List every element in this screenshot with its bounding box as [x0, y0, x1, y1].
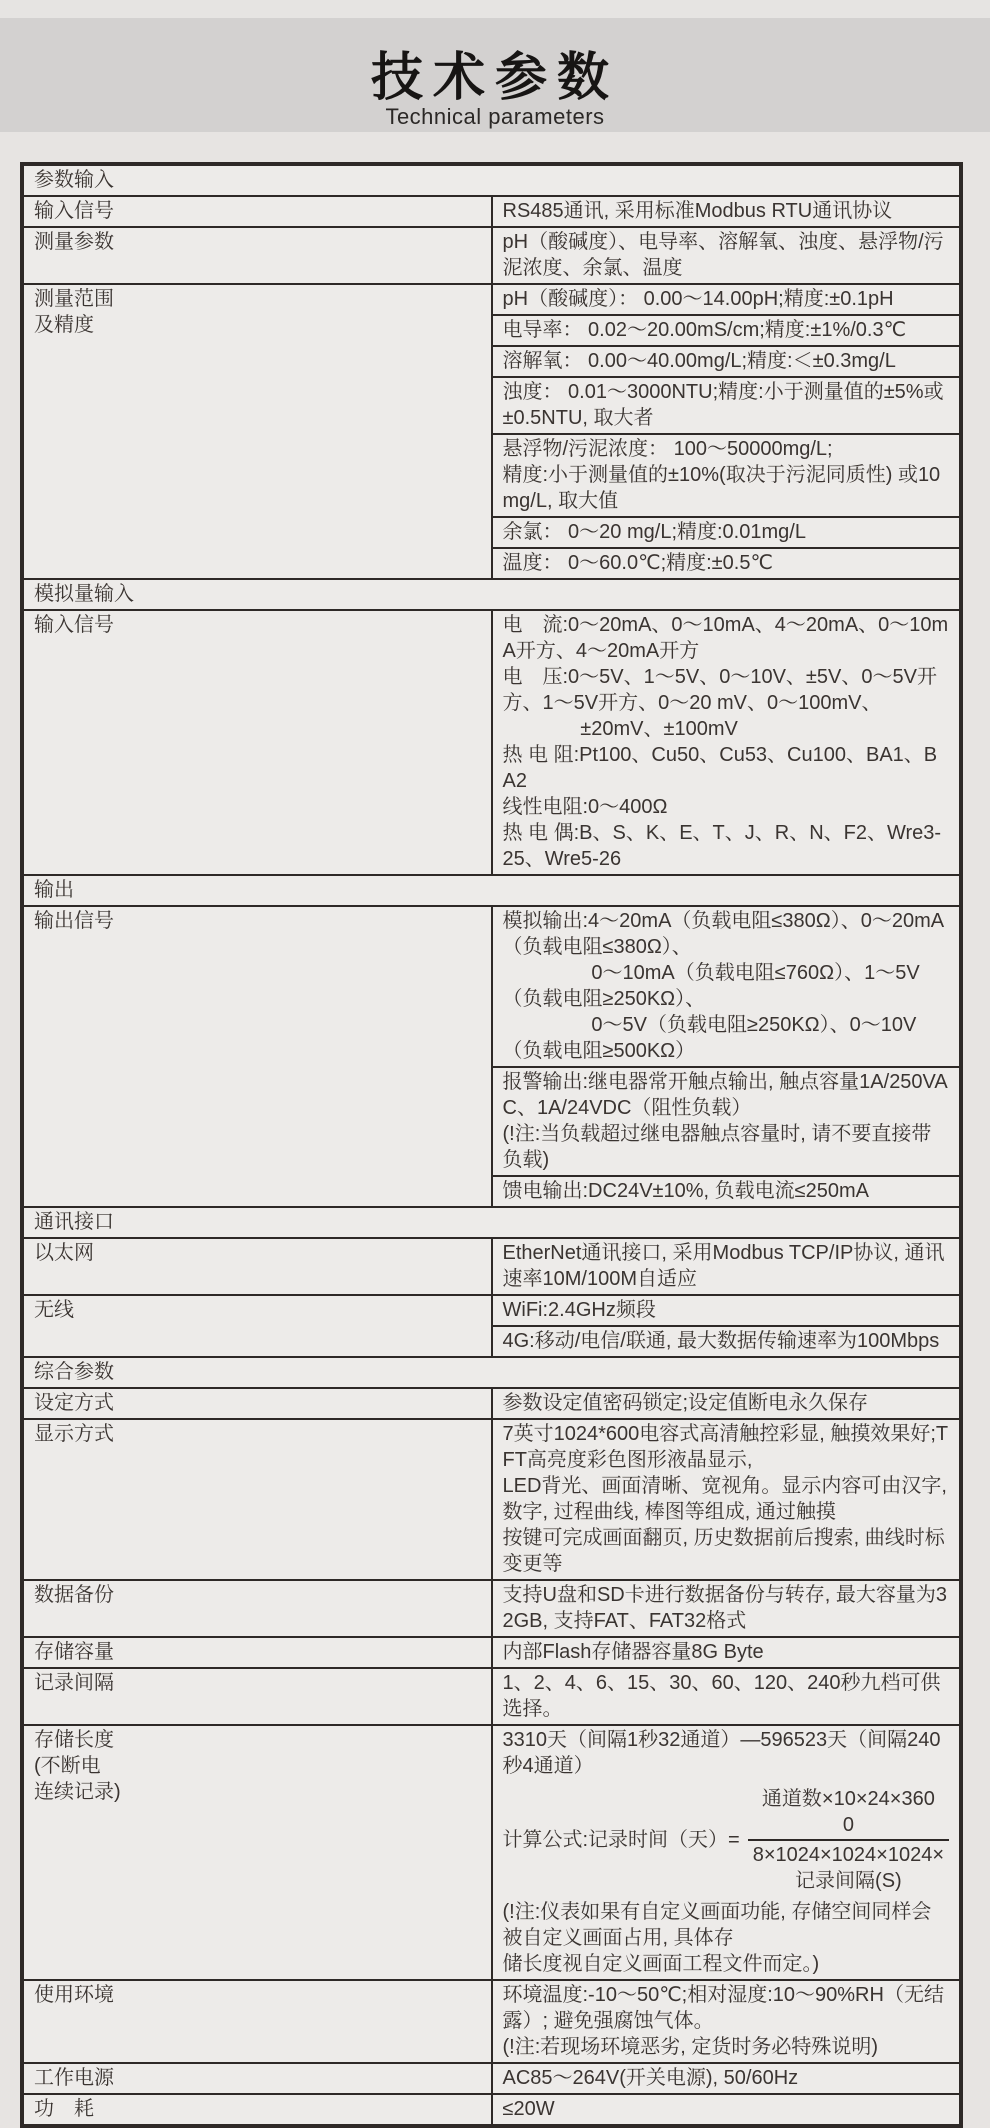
- spec-value-cell: [492, 1668, 962, 1725]
- text-line: 悬浮物/污泥浓度： 100～50000mg/L;: [502, 438, 833, 460]
- section-row: [22, 875, 961, 906]
- label-line: 存储长度: [34, 1729, 114, 1751]
- spec-label-cell: [22, 227, 492, 284]
- text-line: 0～10mA（负载电阻≤760Ω）、1～5V（负载电阻≥250KΩ）、: [502, 962, 920, 1010]
- text-line: 余氯： 0～20 mg/L;精度:0.01mg/L: [502, 521, 806, 543]
- spec-value-cell: [492, 346, 962, 377]
- spec-value-cell: [492, 1238, 962, 1295]
- text-line: 7英寸1024*600电容式高清触控彩显, 触摸效果好;TFT高亮度彩色图形液晶显示,: [502, 1423, 949, 1471]
- spec-label-cell: [22, 1980, 492, 2063]
- text-line: 报警输出:继电器常开触点输出, 触点容量1A/250VAC、1A/24VDC（阻性负载）: [502, 1071, 948, 1119]
- text-line: 模拟输出:4～20mA（负载电阻≤380Ω）、0～20mA（负载电阻≤380Ω）、: [502, 910, 945, 958]
- text-line: 溶解氧： 0.00～40.00mg/L;精度:＜±0.3mg/L: [502, 350, 896, 372]
- text-line: RS485通讯, 采用标准Modbus RTU通讯协议: [502, 200, 893, 222]
- text-line: 热 电 阻:Pt100、Cu50、Cu53、Cu100、BA1、BA2: [502, 744, 938, 792]
- spec-value-cell: [492, 1326, 962, 1357]
- record-time-formula: [503, 1786, 950, 1894]
- text-line: ≤20W: [502, 2098, 555, 2120]
- formula-prefix: 计算公式:记录时间（天）=: [502, 1829, 740, 1851]
- text-line: 电 流:0～20mA、0～10mA、4～20mA、0～10mA开方、4～20mA开方: [502, 614, 949, 662]
- spec-value-cell: [492, 1980, 962, 2063]
- table-wrap: [0, 132, 990, 2128]
- spec-row: [22, 1668, 961, 1725]
- text-line: ±20mV、±100mV: [502, 718, 738, 740]
- section-header-cell: 模拟量输入: [22, 579, 961, 610]
- spec-value-cell: [492, 1637, 962, 1668]
- spec-row: [22, 227, 961, 284]
- section-row: [22, 1357, 961, 1388]
- spec-value-cell: [492, 227, 962, 284]
- label-line: 无线: [34, 1299, 74, 1321]
- spec-row: [22, 1980, 961, 2063]
- spec-row: [22, 610, 961, 875]
- text-line: 支持U盘和SD卡进行数据备份与转存, 最大容量为32GB, 支持FAT、FAT32格式: [502, 1584, 947, 1632]
- fraction: [748, 1786, 949, 1894]
- section-header-cell: 通讯接口: [22, 1207, 961, 1238]
- spec-value-cell: [492, 517, 962, 548]
- label-line: 测量范围: [34, 288, 114, 310]
- spec-label-cell: [22, 610, 492, 875]
- section-header-cell: 参数输入: [22, 164, 961, 196]
- section-header-cell: 综合参数: [22, 1357, 961, 1388]
- spec-row: [22, 1725, 961, 1980]
- page-header: [0, 18, 990, 132]
- spec-row: [22, 1580, 961, 1637]
- spec-label-cell: [22, 284, 492, 579]
- section-row: [22, 1207, 961, 1238]
- fraction-numerator: 通道数×10×24×3600: [748, 1786, 949, 1841]
- text-line: (!注:若现场环境恶劣, 定货时务必特殊说明): [502, 2036, 879, 2058]
- page-title: 技术参数: [370, 49, 619, 107]
- label-line: 工作电源: [34, 2067, 114, 2089]
- text-line: 馈电输出:DC24V±10%, 负载电流≤250mA: [502, 1180, 869, 1202]
- text-line: (!注:当负载超过继电器触点容量时, 请不要直接带负载): [502, 1123, 932, 1171]
- text-line: 环境温度:-10～50℃;相对湿度:10～90%RH（无结露）; 避免强腐蚀气体。: [502, 1984, 944, 2032]
- spec-row: [22, 2094, 961, 2126]
- spec-label-cell: [22, 2094, 492, 2126]
- label-line: 以太网: [34, 1242, 94, 1264]
- text-line: pH（酸碱度）： 0.00～14.00pH;精度:±0.1pH: [502, 288, 894, 310]
- text-line: 热 电 偶:B、S、K、E、T、J、R、N、F2、Wre3-25、Wre5-26: [502, 822, 942, 870]
- spec-value-cell: [492, 1176, 962, 1207]
- spec-value-cell: [492, 2063, 962, 2094]
- spec-label-cell: [22, 1637, 492, 1668]
- fraction-denominator: 8×1024×1024×1024×记录间隔(S): [752, 1844, 945, 1892]
- technical-parameters-table: [20, 162, 963, 2128]
- spec-label-cell: [22, 2063, 492, 2094]
- text-line: 0～5V（负载电阻≥250KΩ）、0～10V（负载电阻≥500KΩ）: [502, 1014, 917, 1062]
- label-line: 使用环境: [34, 1984, 114, 2006]
- label-line: 及精度: [34, 314, 94, 336]
- spec-label-cell: [22, 1580, 492, 1637]
- label-line: 数据备份: [34, 1584, 114, 1606]
- spec-row: [22, 284, 961, 315]
- text-line: 精度:小于测量值的±10%(取决于污泥同质性) 或10mg/L, 取大值: [502, 464, 941, 512]
- text-line: pH（酸碱度）、电导率、溶解氧、浊度、悬浮物/污泥浓度、余氯、温度: [502, 231, 944, 279]
- text-line: AC85～264V(开关电源), 50/60Hz: [502, 2067, 799, 2089]
- spec-label-cell: [22, 1238, 492, 1295]
- section-row: [22, 164, 961, 196]
- text-line: 1、2、4、6、15、30、60、120、240秒九档可供选择。: [502, 1672, 941, 1720]
- spec-row: [22, 1295, 961, 1326]
- text-line: 按键可完成画面翻页, 历史数据前后搜索, 曲线时标变更等: [502, 1527, 945, 1575]
- spec-row: [22, 1388, 961, 1419]
- label-line: 存储容量: [34, 1641, 114, 1663]
- spec-label-cell: [22, 1388, 492, 1419]
- spec-value-cell: [492, 1580, 962, 1637]
- spec-value-cell: [492, 906, 962, 1067]
- text-line: 电 压:0～5V、1～5V、0～10V、±5V、0～5V开方、1～5V开方、0～20 mV、0～100mV、: [502, 666, 937, 714]
- note-line: 储长度视自定义画面工程文件而定。): [502, 1953, 820, 1975]
- section-row: [22, 579, 961, 610]
- spec-value-cell: [492, 377, 962, 434]
- label-line: 记录间隔: [34, 1672, 114, 1694]
- text-line: WiFi:2.4GHz频段: [502, 1299, 656, 1321]
- spec-row: [22, 196, 961, 227]
- spec-value-cell: [492, 548, 962, 579]
- text-line: 参数设定值密码锁定;设定值断电永久保存: [502, 1392, 869, 1414]
- label-line: 输入信号: [34, 614, 114, 636]
- top-strip: [0, 0, 990, 18]
- spec-row: [22, 1637, 961, 1668]
- label-line: 显示方式: [34, 1423, 114, 1445]
- label-line: 连续记录): [34, 1781, 121, 1803]
- spec-row: [22, 2063, 961, 2094]
- spec-label-cell: [22, 1668, 492, 1725]
- text-line: 4G:移动/电信/联通, 最大数据传输速率为100Mbps: [502, 1330, 940, 1352]
- spec-value-cell: [492, 434, 962, 517]
- label-line: 输出信号: [34, 910, 114, 932]
- label-line: 设定方式: [34, 1392, 114, 1414]
- spec-row: [22, 906, 961, 1067]
- label-line: (不断电: [34, 1755, 101, 1777]
- text-line: 电导率： 0.02～20.00mS/cm;精度:±1%/0.3℃: [502, 319, 907, 341]
- section-header-cell: 输出: [22, 875, 961, 906]
- spec-row: [22, 1419, 961, 1580]
- page-subtitle: Technical parameters: [385, 104, 605, 129]
- spec-value-cell: [492, 1388, 962, 1419]
- spec-value-cell: [492, 1067, 962, 1176]
- spec-label-cell: [22, 1295, 492, 1357]
- spec-value-cell: [492, 315, 962, 346]
- text-line: 温度： 0～60.0℃;精度:±0.5℃: [502, 552, 773, 574]
- text-line: EtherNet通讯接口, 采用Modbus TCP/IP协议, 通讯速率10M/100M自适应: [502, 1242, 945, 1290]
- spec-row: [22, 1238, 961, 1295]
- text-line: 浊度： 0.01～3000NTU;精度:小于测量值的±5%或±0.5NTU, 取大者: [502, 381, 944, 429]
- label-line: 输入信号: [34, 200, 114, 222]
- spec-value-cell: [492, 2094, 962, 2126]
- text-line: 线性电阻:0～400Ω: [502, 796, 668, 818]
- label-line: 功 耗: [34, 2098, 94, 2120]
- text-line: 内部Flash存储器容量8G Byte: [502, 1641, 764, 1663]
- spec-value-cell: [492, 196, 962, 227]
- label-line: 测量参数: [34, 231, 114, 253]
- spec-value-cell: [492, 1295, 962, 1326]
- spec-table-body: [22, 164, 961, 2126]
- spec-value-cell: [492, 284, 962, 315]
- note-line: (!注:仪表如果有自定义画面功能, 存储空间同样会被自定义画面占用, 具体存: [502, 1901, 932, 1949]
- spec-label-cell: [22, 1725, 492, 1980]
- spec-value-cell: [492, 1419, 962, 1580]
- spec-label-cell: [22, 906, 492, 1207]
- spec-value-cell: [492, 610, 962, 875]
- spec-value-cell: [492, 1725, 962, 1980]
- spec-label-cell: [22, 196, 492, 227]
- text-line: 3310天（间隔1秒32通道）—596523天（间隔240秒4通道）: [502, 1729, 941, 1777]
- spec-label-cell: [22, 1419, 492, 1580]
- text-line: LED背光、画面清晰、宽视角。显示内容可由汉字, 数字, 过程曲线, 棒图等组成, 通过触摸: [502, 1475, 953, 1523]
